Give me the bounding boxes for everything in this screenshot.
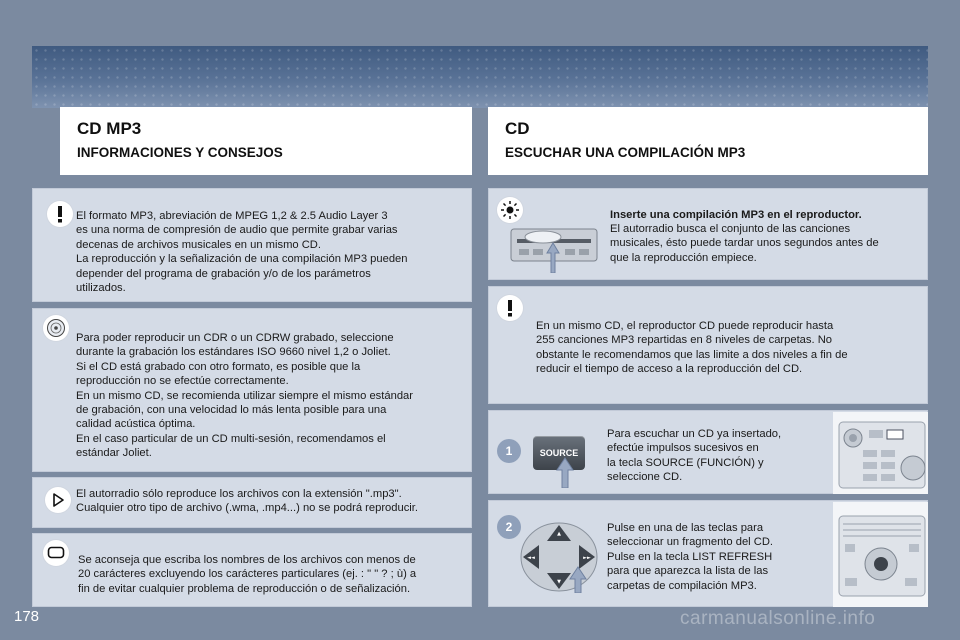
info-text-cdr-recording: Para poder reproducir un CDR o un CDRW grabado, seleccione durante la grabación los estándares ISO 9660 nivel 1,2 o Joliet. Si el CD está grabado con otro formato, es posible que la reproducción no se efectúe correctamente. En un mismo CD, se recomienda utilizar siempre el mismo estándar de grabación, con una velocidad lo más lenta posible para una calidad acústica óptima. En el caso particular de un CD multi-sesión, recomendamos el estándar Joliet. — [76, 332, 413, 460]
left-section-header — [60, 107, 472, 175]
info-text-list-refresh: Pulse en una de las teclas para seleccionar un fragmento del CD. Pulse en la tecla LIST REFRESH para que aparezca la lista de las carpetas de compilación MP3. — [607, 522, 774, 592]
info-text-file-extension: El autorradio sólo reproduce los archivos con la extensión ".mp3". Cualquier otro tipo de archivo (.wma, .mp4...) no se podrá reproducir. — [76, 488, 419, 515]
svg-text:▲: ▲ — [557, 531, 561, 537]
info-panel-file-extension — [32, 477, 472, 528]
speech-bubble-icon — [43, 540, 69, 566]
info-panel-folder-levels — [488, 286, 928, 404]
left-section-title: CD MP3 — [77, 119, 142, 138]
svg-text:◄◄: ◄◄ — [527, 555, 535, 561]
banner-dot-pattern — [32, 46, 928, 108]
info-text-file-names: Se aconseja que escriba los nombres de los archivos con menos de 20 carácteres excluyendo los carácteres particulares (ej. : " " ? ; ù) a fin de evitar cualquier problema de reproducción o de señalización. — [78, 554, 417, 595]
info-text-insert-compilation: El autorradio busca el conjunto de las canciones musicales, ésto puede tardar unos segundos antes de que la reproducción empiece. — [610, 223, 879, 264]
direction-pad-image — [519, 521, 599, 593]
sun-icon — [497, 197, 523, 223]
radio-source-panel-image — [833, 412, 928, 494]
info-text-folder-levels: En un mismo CD, el reproductor CD puede reproducir hasta 255 canciones MP3 repartidas en 8 niveles de carpetas. No obstante le recomendamos que las limite a dos niveles a fin de reducir el tiempo de acceso a la reproducción del CD. — [536, 320, 848, 376]
info-panel-file-names — [32, 533, 472, 607]
exclamation-icon — [497, 295, 523, 321]
svg-text:►►: ►► — [583, 555, 591, 561]
top-banner — [32, 46, 928, 108]
right-section-title: CD — [505, 119, 530, 138]
svg-text:▼: ▼ — [557, 579, 561, 585]
page-number: 178 — [14, 608, 40, 625]
arrow-up-icon — [555, 456, 575, 488]
radio-list-panel-image — [833, 502, 928, 607]
right-section-subtitle: ESCUCHAR UNA COMPILACIÓN MP3 — [505, 145, 746, 160]
source-button[interactable]: SOURCE — [533, 436, 585, 470]
play-icon — [45, 487, 71, 513]
info-panel-insert-compilation — [488, 188, 928, 280]
watermark-text: carmanualsonline.info — [680, 608, 876, 629]
right-section-header — [488, 107, 928, 175]
insert-compilation-heading: Inserte una compilación MP3 en el reproductor. — [610, 209, 862, 221]
step-panel-list-refresh — [488, 500, 928, 607]
left-section-subtitle: INFORMACIONES Y CONSEJOS — [77, 145, 283, 160]
step-number-badge: 2 — [497, 515, 521, 539]
radio-cd-slot-image — [509, 225, 599, 273]
exclamation-icon — [47, 201, 73, 227]
step-number-badge: 1 — [497, 439, 521, 463]
info-text-select-source: Para escuchar un CD ya insertado, efectúe impulsos sucesivos en la tecla SOURCE (FUNCIÓN) y seleccione CD. — [607, 428, 782, 484]
disc-icon — [43, 315, 69, 341]
info-panel-mp3-format — [32, 188, 472, 302]
info-panel-cdr-recording — [32, 308, 472, 472]
info-text-mp3-format: El formato MP3, abreviación de MPEG 1,2 & 2.5 Audio Layer 3 es una norma de compresión de audio que permite grabar varias decenas de archivos musicales en un mismo CD. La reproducción y la señalización de una compilación MP3 pueden depender del programa de grabación y/o de los parámetros utilizados. — [76, 210, 408, 295]
